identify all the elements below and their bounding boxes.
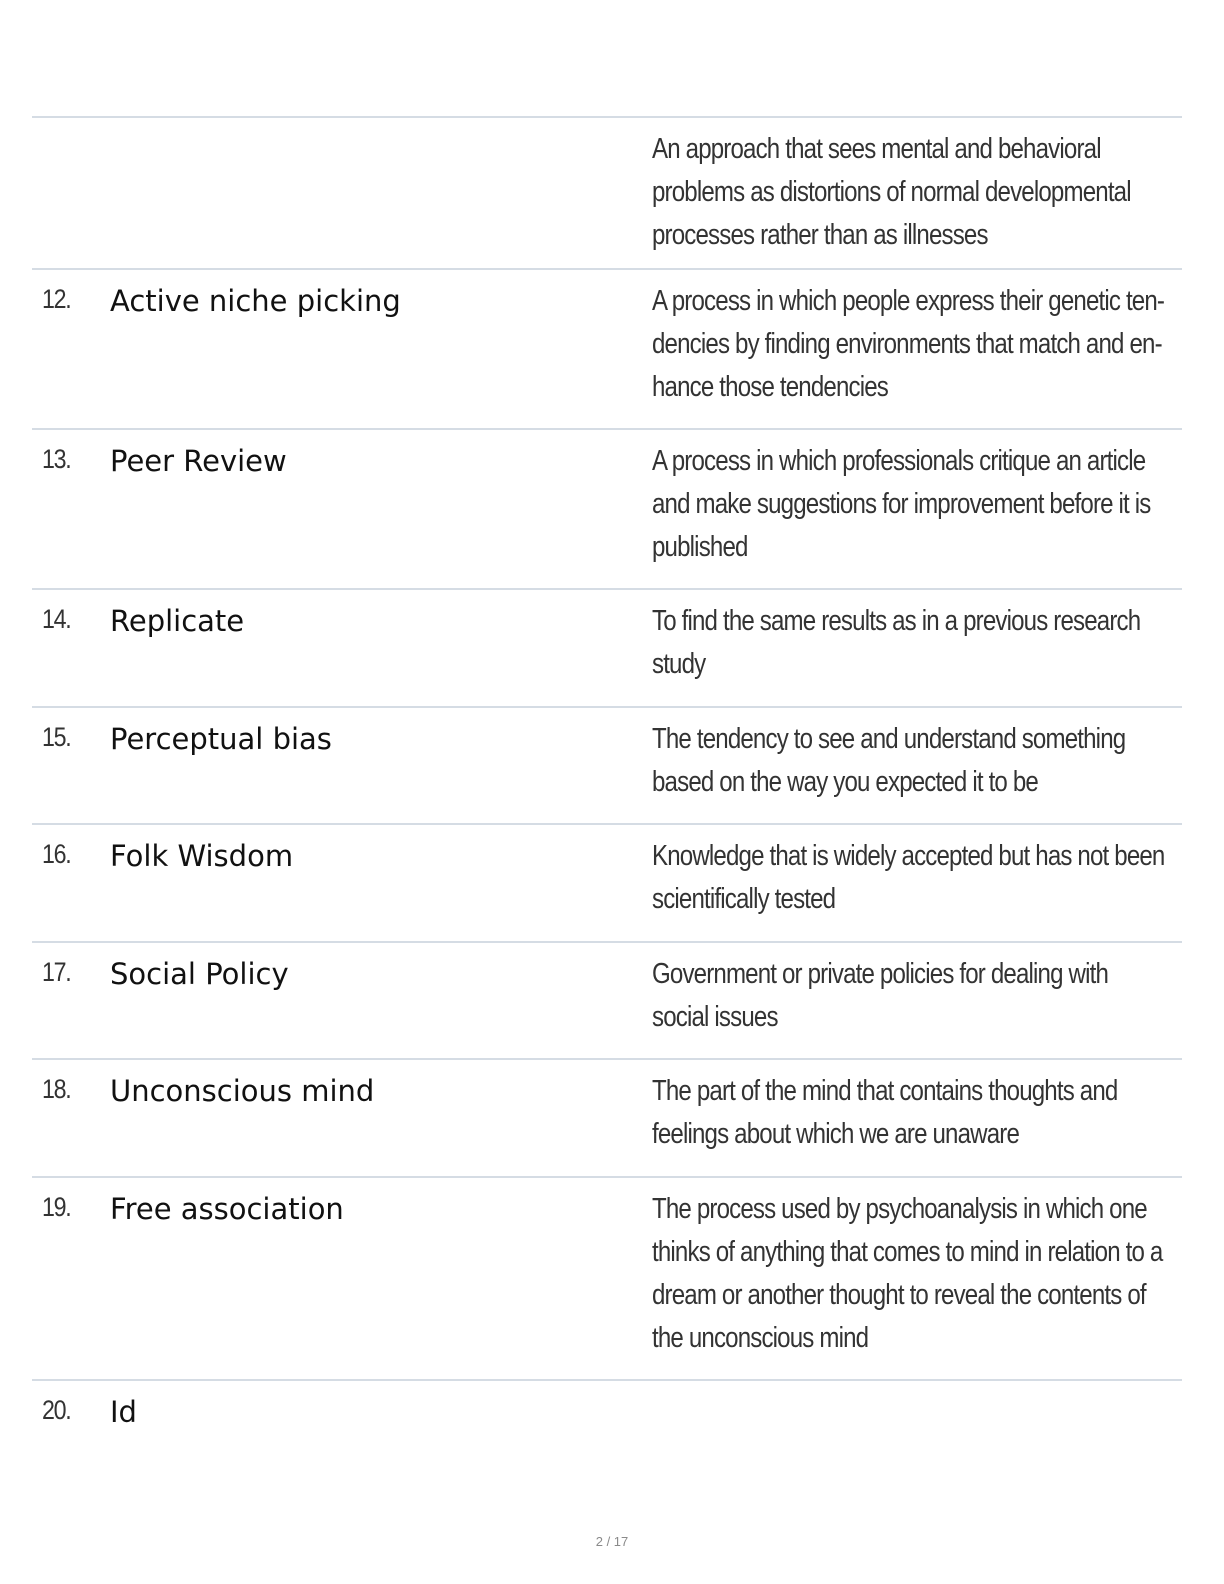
row-number: 14.: [42, 604, 71, 634]
table-row: [32, 1058, 1182, 1176]
table-row: [32, 428, 1182, 588]
row-number: 15.: [42, 722, 71, 752]
row-term: Active niche picking: [110, 284, 401, 318]
table-row: [32, 1176, 1182, 1379]
row-definition: Knowledge that is widely accepted but has not been scientifically tested: [652, 840, 1165, 915]
row-term: Free association: [110, 1192, 344, 1226]
row-definition: To find the same results as in a previous research study: [652, 605, 1141, 680]
row-term: Peer Review: [110, 444, 287, 478]
row-definition: The process used by psychoanalysis in which one thinks of anything that comes to mind in relation to a dream or another thought to reveal the contents of the unconscious mind: [652, 1193, 1163, 1354]
row-definition: The tendency to see and understand something based on the way you expected it to be: [652, 723, 1126, 798]
table-row: [32, 588, 1182, 706]
row-definition: An approach that sees mental and behavioral problems as distortions of normal developmental processes rather than as illnesses: [652, 133, 1131, 251]
row-term: Unconscious mind: [110, 1074, 375, 1108]
table-row: [32, 268, 1182, 428]
table-row: [32, 116, 1182, 268]
row-number: 18.: [42, 1074, 71, 1104]
row-term: Perceptual bias: [110, 722, 332, 756]
row-number: 20.: [42, 1395, 71, 1425]
page-indicator: 2 / 17: [595, 1534, 629, 1549]
table-row: [32, 823, 1182, 941]
row-number: 12.: [42, 284, 71, 314]
row-definition: The part of the mind that contains thoughts and feelings about which we are unaware: [652, 1075, 1118, 1150]
row-term: Replicate: [110, 604, 245, 638]
row-number: 13.: [42, 444, 71, 474]
row-term: Folk Wisdom: [110, 839, 294, 873]
row-number: 16.: [42, 839, 71, 869]
row-number: 19.: [42, 1192, 71, 1222]
row-term: Social Policy: [110, 957, 289, 991]
glossary-table: [32, 116, 1182, 1459]
row-definition: A process in which people express their genetic ten-dencies by finding environments that match and en-hance those tendencies: [652, 285, 1165, 403]
row-definition: A process in which professionals critique an article and make suggestions for improvement before it is published: [652, 445, 1151, 563]
row-term: Id: [110, 1395, 137, 1429]
table-row: [32, 941, 1182, 1058]
row-definition: Government or private policies for dealing with social issues: [652, 958, 1109, 1033]
table-row: [32, 1379, 1182, 1459]
row-number: 17.: [42, 957, 71, 987]
table-row: [32, 706, 1182, 823]
